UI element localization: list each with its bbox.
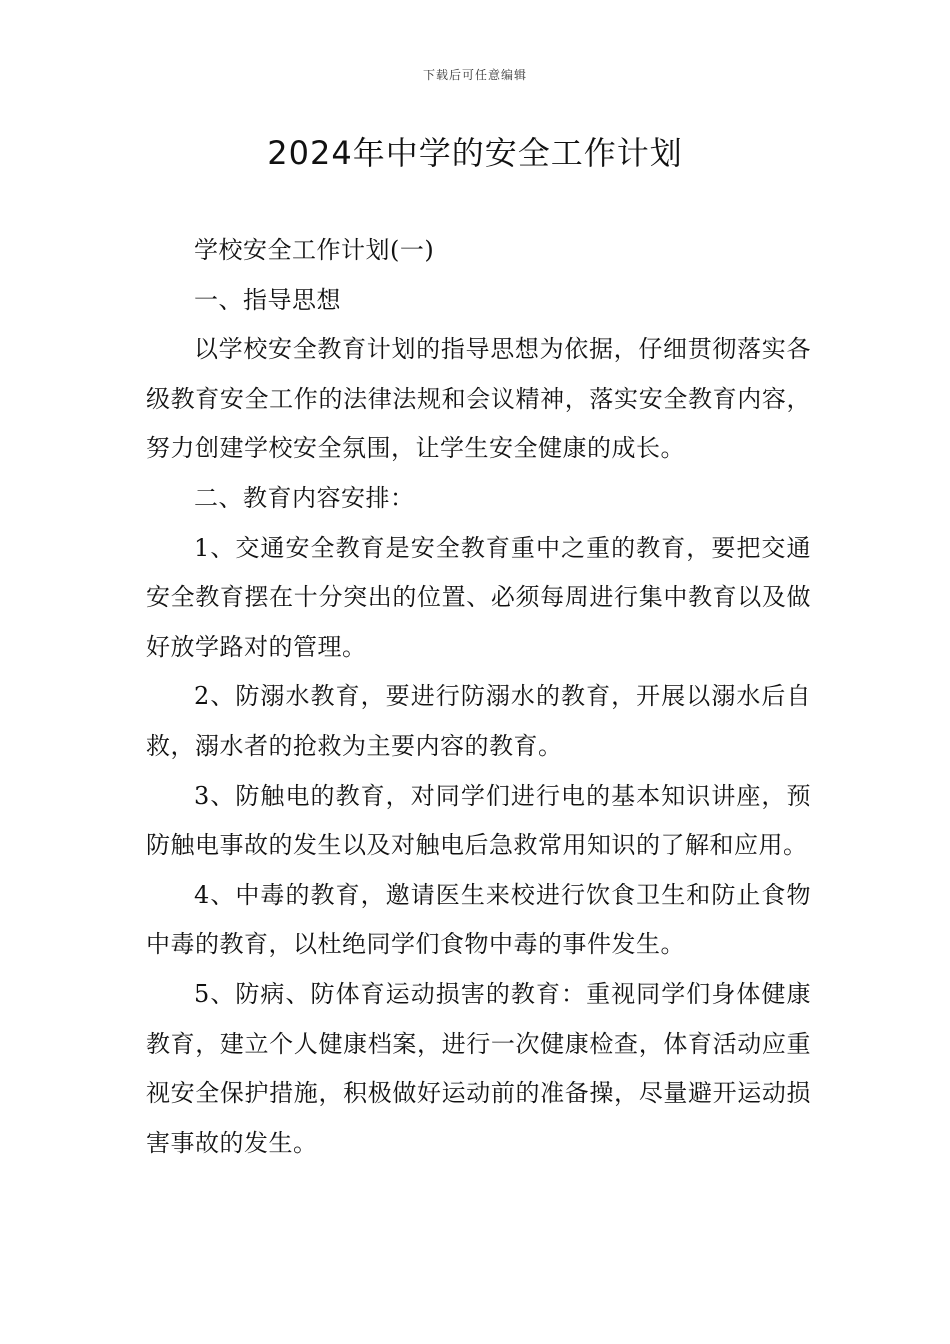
section-heading-guiding-thought: 一、指导思想 [194,285,341,314]
paragraph-sports-injury: 5、防病、防体育运动损害的教育：重视同学们身体健康教育，建立个人健康档案，进行一次健康检查，体育活动应重视安全保护措施，积极做好运动前的准备操，尽量避开运动损害事故的发生。 [146,979,811,1157]
document-body [146,226,811,1168]
section-heading-education-content: 二、教育内容安排： [194,483,415,512]
header-note: 下载后可任意编辑 [422,68,527,82]
document-title: 2024年中学的安全工作计划 [267,134,683,172]
paragraph-guiding-thought: 以学校安全教育计划的指导思想为依据，仔细贯彻落实各级教育安全工作的法律法规和会议精神，落实安全教育内容，努力创建学校安全氛围，让学生安全健康的成长。 [146,335,811,463]
section-heading-plan: 学校安全工作计划(一) [194,236,435,264]
paragraph-electric-shock: 3、防触电的教育，对同学们进行电的基本知识讲座，预防触电事故的发生以及对触电后急救常用知识的了解和应用。 [146,781,811,860]
paragraph-traffic-safety: 1、交通安全教育是安全教育重中之重的教育，要把交通安全教育摆在十分突出的位置、必须每周进行集中教育以及做好放学路对的管理。 [146,533,811,661]
paragraph-drowning-prevention: 2、防溺水教育，要进行防溺水的教育，开展以溺水后自救，溺水者的抢救为主要内容的教育。 [146,682,811,760]
paragraph-poisoning: 4、中毒的教育，邀请医生来校进行饮食卫生和防止食物中毒的教育，以杜绝同学们食物中毒的事件发生。 [146,880,811,959]
